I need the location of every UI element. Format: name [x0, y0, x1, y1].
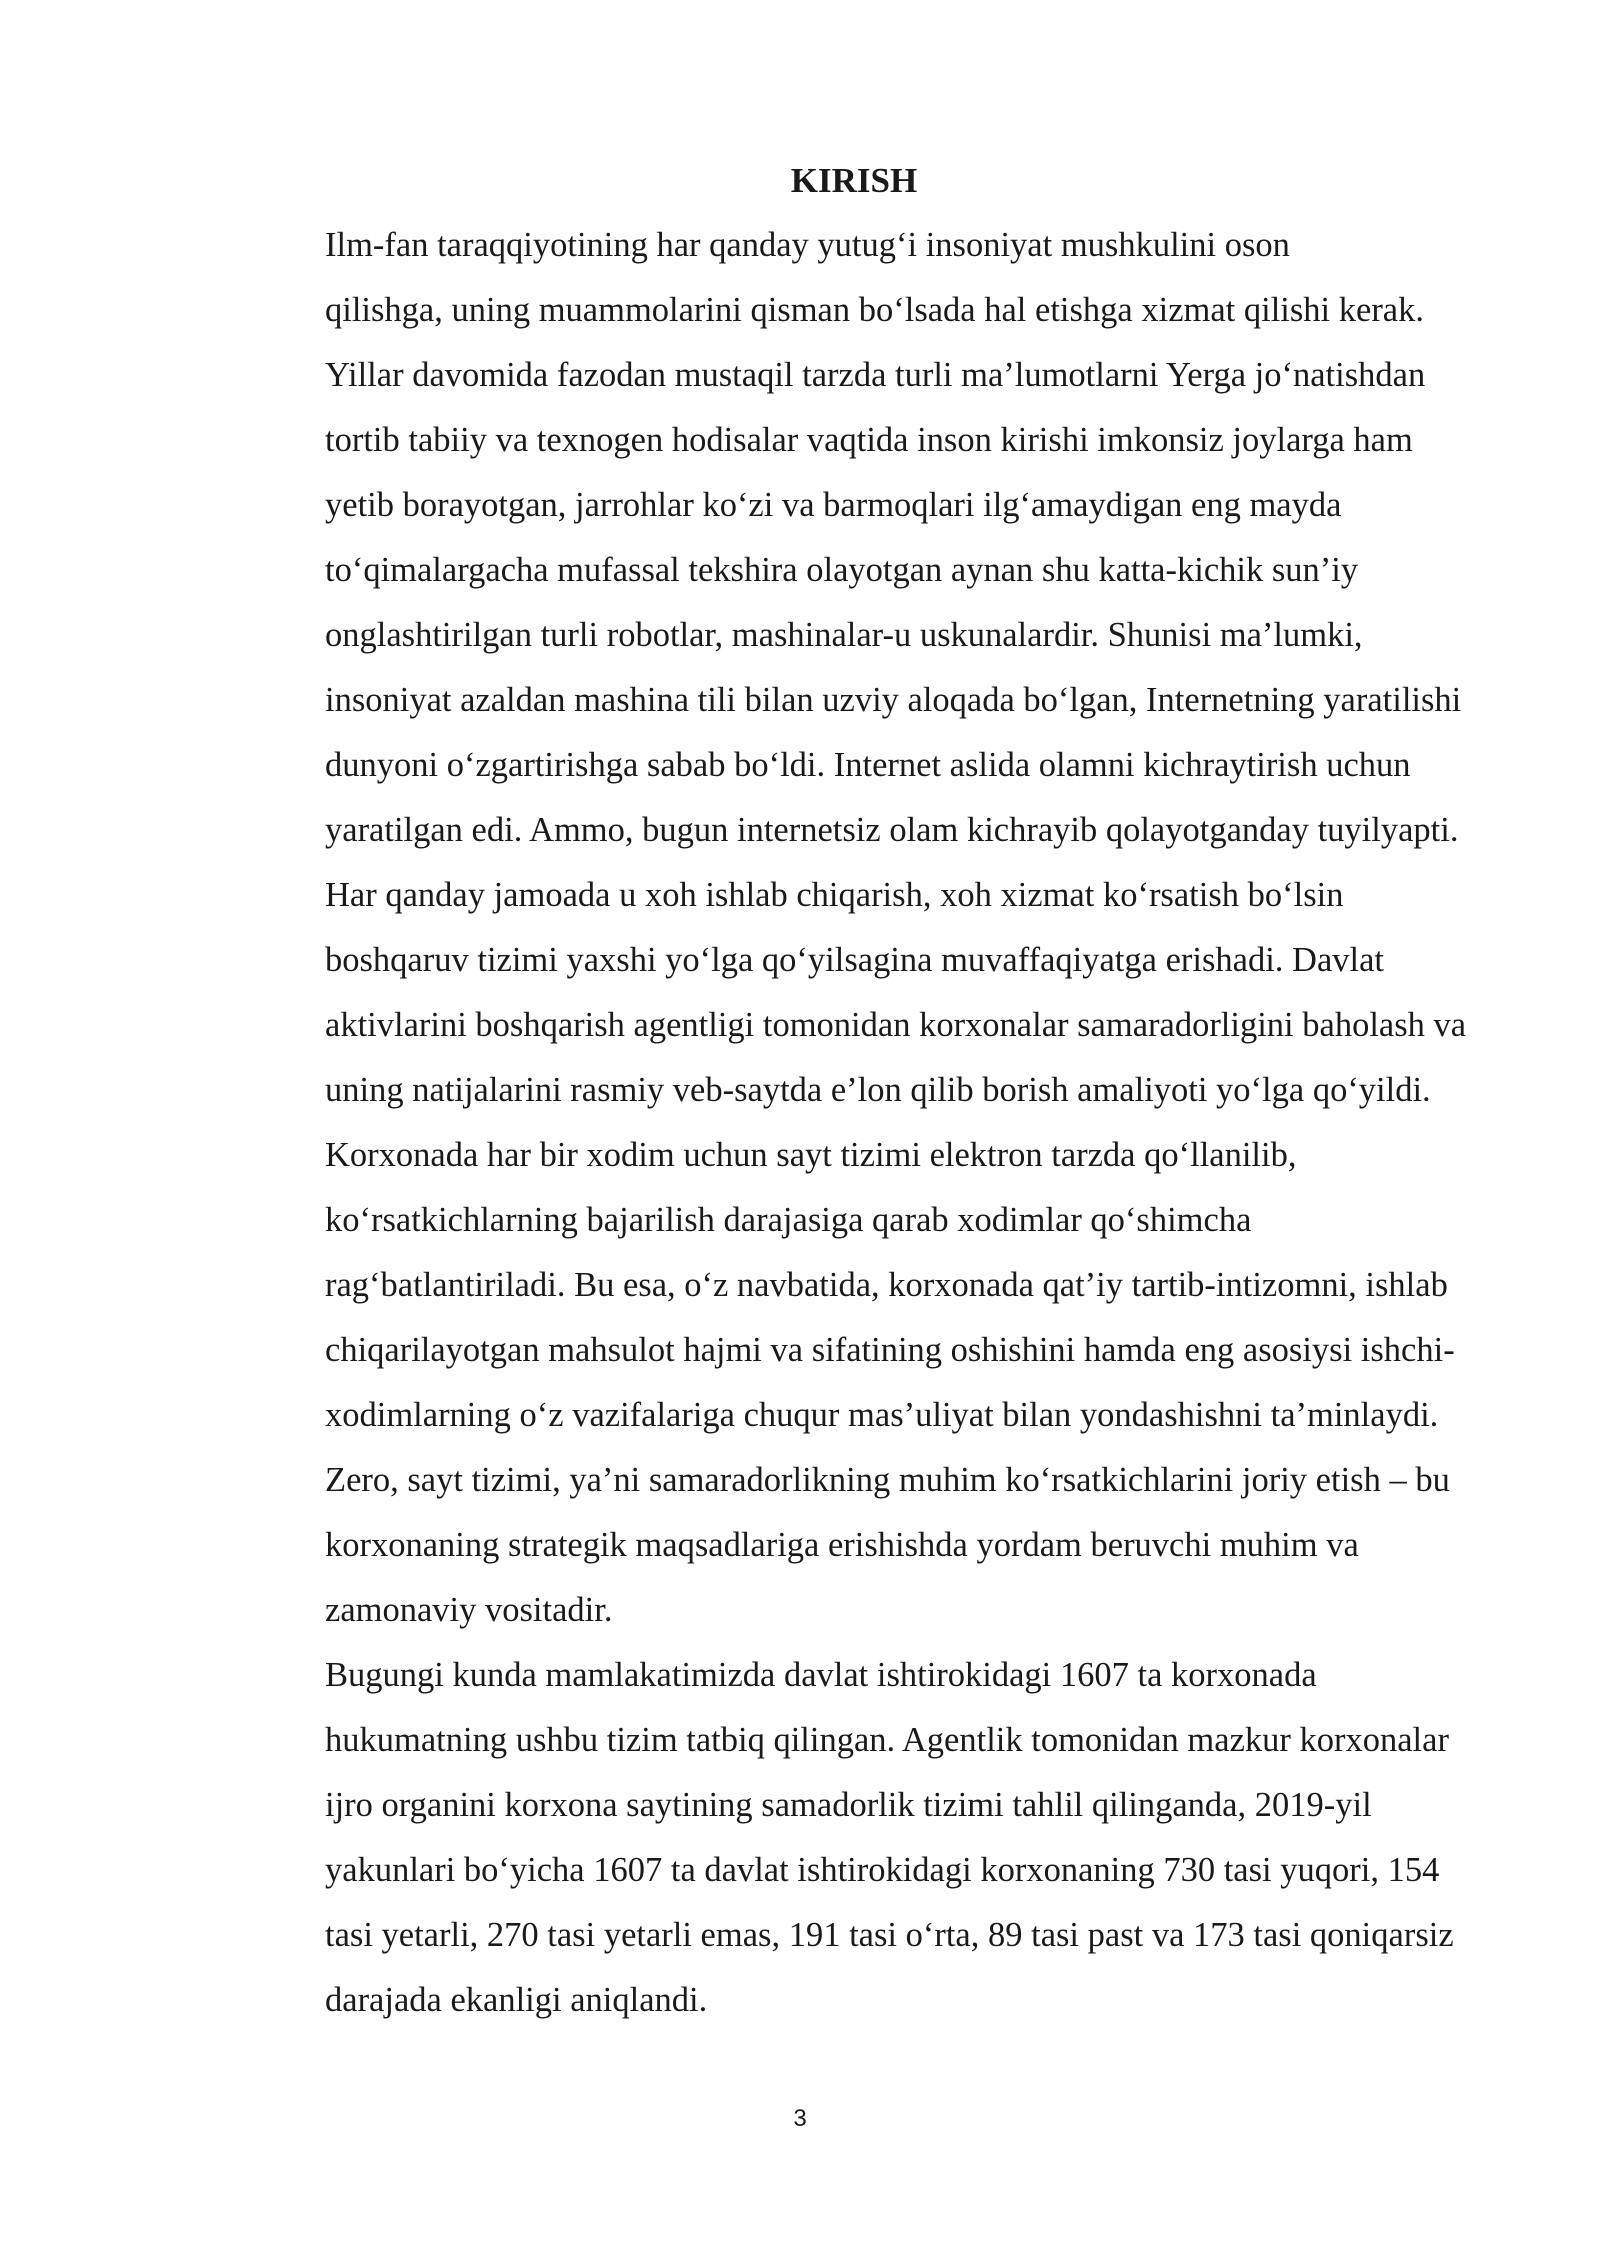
paragraph-line: chiqarilayotgan mahsulot hajmi va sifatining oshishini hamda eng asosiysi ishchi-: [325, 1331, 1455, 1369]
paragraph-line: darajada ekanligi aniqlandi.: [325, 1981, 708, 2019]
paragraph-line: Korxonada har bir xodim uchun sayt tizimi elektron tarzda qo‘llanilib,: [325, 1136, 1297, 1174]
paragraph-line: dunyoni o‘zgartirishga sabab bo‘ldi. Internet aslida olamni kichraytirish uchun: [325, 746, 1411, 784]
paragraph-line: to‘qimalargacha mufassal tekshira olayotgan aynan shu katta-kichik sun’iy: [325, 551, 1359, 589]
paragraph-line: zamonaviy vositadir.: [325, 1591, 613, 1629]
paragraph-line: hukumatning ushbu tizim tatbiq qilingan. Agentlik tomonidan mazkur korxonalar: [325, 1721, 1449, 1759]
paragraph-line: boshqaruv tizimi yaxshi yo‘lga qo‘yilsagina muvaffaqiyatga erishadi. Davlat: [325, 941, 1385, 979]
paragraph-line: Zero, sayt tizimi, ya’ni samaradorlikning muhim ko‘rsatkichlarini joriy etish – bu: [325, 1461, 1450, 1499]
paragraph-line: qilishga, uning muammolarini qisman bo‘lsada hal etishga xizmat qilishi kerak.: [325, 291, 1424, 329]
document-title: KIRISH: [790, 161, 918, 200]
paragraph-line: tasi yetarli, 270 tasi yetarli emas, 191 tasi o‘rta, 89 tasi past va 173 tasi qoniqarsiz: [325, 1916, 1454, 1954]
paragraph-line: yakunlari bo‘yicha 1607 ta davlat ishtirokidagi korxonaning 730 tasi yuqori, 154: [325, 1851, 1440, 1889]
document-body: [229, 148, 1479, 2033]
paragraph-line: onglashtirilgan turli robotlar, mashinalar-u uskunalardir. Shunisi ma’lumki,: [325, 616, 1363, 654]
paragraph-line: tortib tabiiy va texnogen hodisalar vaqtida inson kirishi imkonsiz joylarga ham: [325, 421, 1413, 459]
paragraph-1: [229, 213, 1479, 863]
paragraph-line: ko‘rsatkichlarning bajarilish darajasiga qarab xodimlar qo‘shimcha: [325, 1201, 1252, 1239]
paragraph-line: yetib borayotgan, jarrohlar ko‘zi va barmoqlari ilg‘amaydigan eng mayda: [325, 486, 1342, 524]
paragraph-line: ijro organini korxona saytining samadorlik tizimi tahlil qilinganda, 2019-yil: [325, 1786, 1372, 1824]
paragraph-3: [229, 1123, 1479, 1643]
page-number: 3: [793, 2105, 807, 2132]
paragraph-line: yaratilgan edi. Ammo, bugun internetsiz olam kichrayib qolayotganday tuyilyapti.: [325, 811, 1459, 849]
paragraph-line: Yillar davomida fazodan mustaqil tarzda turli ma’lumotlarni Yerga jo‘natishdan: [325, 356, 1426, 394]
paragraph-line: xodimlarning o‘z vazifalariga chuqur mas’uliyat bilan yondashishni ta’minlaydi.: [325, 1396, 1439, 1434]
paragraph-2: [229, 863, 1479, 1123]
paragraph-4: [229, 1643, 1479, 2033]
paragraph-line: aktivlarini boshqarish agentligi tomonidan korxonalar samaradorligini baholash va: [325, 1006, 1467, 1044]
paragraph-line: insoniyat azaldan mashina tili bilan uzviy aloqada bo‘lgan, Internetning yaratilishi: [325, 681, 1462, 719]
paragraph-line: uning natijalarini rasmiy veb-saytda e’lon qilib borish amaliyoti yo‘lga qo‘yildi.: [325, 1071, 1431, 1109]
paragraph-line: korxonaning strategik maqsadlariga erishishda yordam beruvchi muhim va: [325, 1526, 1359, 1564]
paragraph-line: Har qanday jamoada u xoh ishlab chiqarish, xoh xizmat ko‘rsatish bo‘lsin: [325, 876, 1344, 914]
paragraph-line: Bugungi kunda mamlakatimizda davlat ishtirokidagi 1607 ta korxonada: [325, 1656, 1317, 1694]
paragraph-line: Ilm-fan taraqqiyotining har qanday yutug‘i insoniyat mushkulini oson: [325, 226, 1290, 264]
paragraph-line: rag‘batlantiriladi. Bu esa, o‘z navbatida, korxonada qat’iy tartib-intizomni, ishlab: [325, 1266, 1448, 1304]
